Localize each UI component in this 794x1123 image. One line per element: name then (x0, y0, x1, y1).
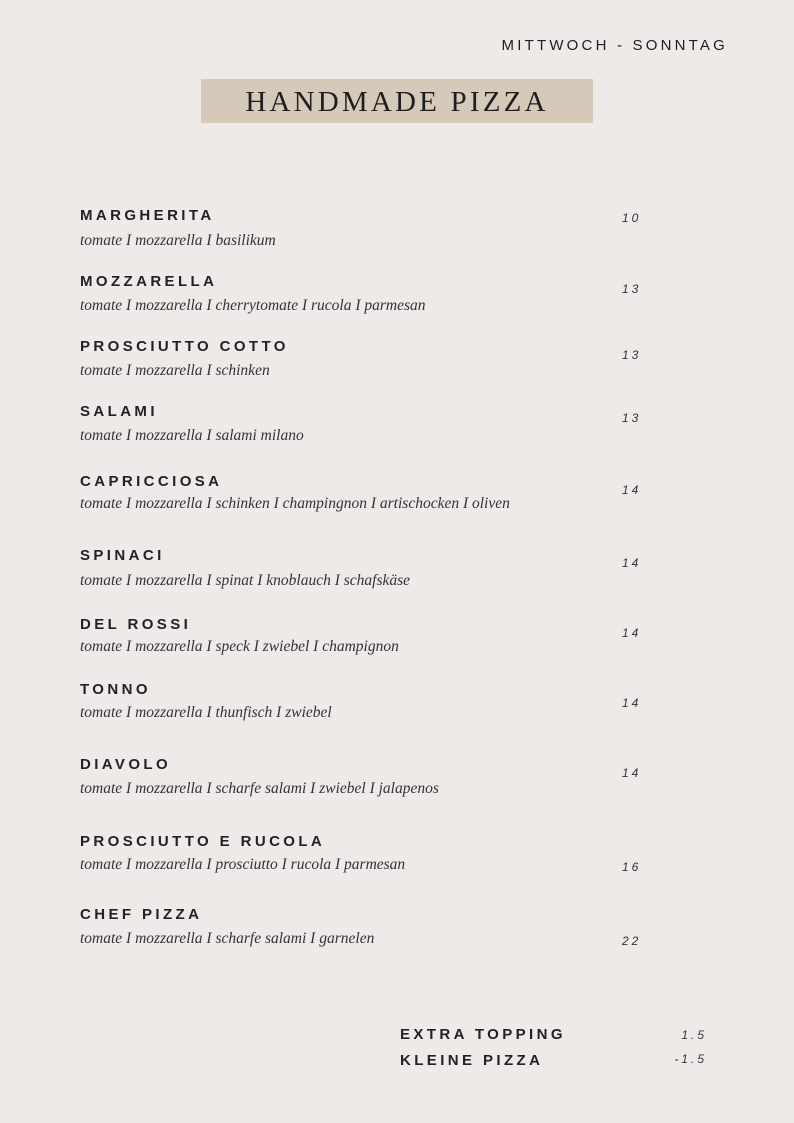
item-description: tomate I mozzarella I schinken (80, 362, 270, 379)
item-description: tomate I mozzarella I basilikum (80, 232, 276, 249)
item-description: tomate I mozzarella I cherrytomate I rucola I parmesan (80, 297, 426, 314)
item-name: PROSCIUTTO COTTO (80, 338, 289, 355)
item-price: 13 (622, 411, 642, 425)
extra-topping-price: 1.5 (681, 1028, 707, 1042)
item-price: 14 (622, 696, 642, 710)
item-name: DIAVOLO (80, 756, 172, 773)
menu-item-chef-pizza (80, 906, 660, 948)
title-banner (201, 79, 593, 123)
extra-topping-label: EXTRA TOPPING (400, 1026, 566, 1043)
item-price: 13 (622, 282, 642, 296)
item-name: SPINACI (80, 547, 165, 564)
page-title: HANDMADE PIZZA (245, 86, 549, 118)
item-name: CAPRICCIOSA (80, 473, 223, 490)
menu-item-diavolo (80, 756, 660, 797)
item-price: 10 (622, 211, 642, 225)
item-price: 14 (622, 766, 642, 780)
menu-item-prosciutto-cotto (80, 338, 660, 379)
item-description: tomate I mozzarella I schinken I champingnon I artischocken I oliven (80, 495, 510, 512)
item-description: tomate I mozzarella I thunfisch I zwiebel (80, 704, 332, 721)
item-price: 16 (622, 860, 642, 874)
item-description: tomate I mozzarella I salami milano (80, 427, 304, 444)
item-name: MARGHERITA (80, 207, 215, 224)
kleine-pizza-label: KLEINE PIZZA (400, 1052, 544, 1069)
item-description: tomate I mozzarella I spinat I knoblauch I schafskäse (80, 572, 411, 589)
item-price: 22 (622, 934, 642, 948)
opening-days: MITTWOCH - SONNTAG (501, 37, 728, 54)
item-name: TONNO (80, 681, 151, 698)
menu-item-spinaci (80, 547, 660, 589)
item-price: 14 (622, 483, 642, 497)
menu-item-tonno (80, 681, 660, 721)
item-description: tomate I mozzarella I scharfe salami I garnelen (80, 930, 375, 947)
item-name: MOZZARELLA (80, 273, 218, 290)
kleine-pizza-price: -1.5 (674, 1052, 707, 1066)
menu-item-capricciosa (80, 473, 660, 512)
item-description: tomate I mozzarella I speck I zwiebel I champignon (80, 638, 399, 655)
item-name: PROSCIUTTO E RUCOLA (80, 833, 326, 850)
menu-item-prosciutto-e-rucola (80, 833, 660, 874)
item-price: 13 (622, 348, 642, 362)
item-name: DEL ROSSI (80, 616, 192, 633)
menu-item-del-rossi (80, 616, 660, 655)
item-name: SALAMI (80, 403, 158, 420)
menu-item-salami (80, 403, 660, 444)
item-description: tomate I mozzarella I prosciutto I rucola I parmesan (80, 856, 406, 873)
item-price: 14 (622, 556, 642, 570)
item-price: 14 (622, 626, 642, 640)
item-name: CHEF PIZZA (80, 906, 203, 923)
item-description: tomate I mozzarella I scharfe salami I zwiebel I jalapenos (80, 780, 439, 797)
menu-item-margherita (80, 207, 660, 249)
menu-item-mozzarella (80, 273, 660, 314)
